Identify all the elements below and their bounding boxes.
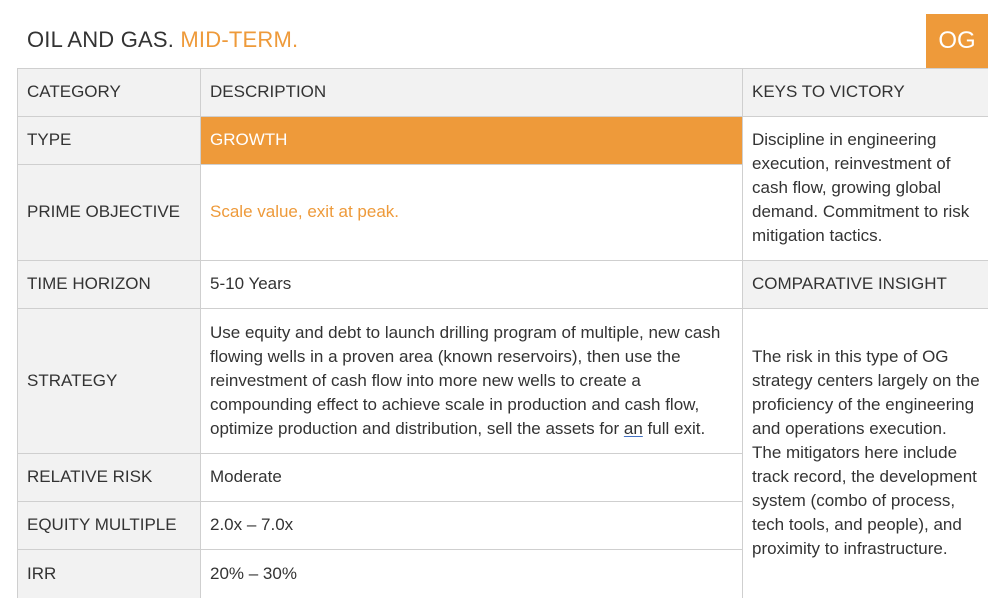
grid-line-row [17,308,988,309]
strategy-table [17,68,988,598]
page-title [27,27,298,53]
grid-line-row [17,501,742,502]
strategy-text-end: full exit. [642,418,706,438]
grid-line-header [17,116,988,117]
grid-line-top [17,68,988,69]
keys-to-victory-text: Discipline in engineering execution, reinvestment of cash flow, growing global demand. Commitment to risk mitigation tactics. [752,130,970,245]
row-value-relative-risk: Moderate [210,467,282,486]
header-comparative-insight: COMPARATIVE INSIGHT [742,260,988,308]
grid-line-col [742,68,743,598]
title-main: OIL AND GAS. [27,27,175,52]
row-label-relative-risk: RELATIVE RISK [17,453,200,501]
row-label-prime-objective: PRIME OBJECTIVE [17,164,200,260]
row-value-irr: 20% – 30% [210,563,297,583]
title-accent: MID-TERM. [180,27,299,52]
row-value-time-horizon: 5-10 Years [210,274,292,293]
strategy-text-underlined: an [623,418,643,438]
row-label-equity-multiple: EQUITY MULTIPLE [17,501,200,549]
header-keys-to-victory: KEYS TO VICTORY [742,68,988,116]
og-badge: OG [926,14,988,68]
row-label-strategy: STRATEGY [17,308,200,453]
row-value-strategy [200,308,742,453]
grid-line-row [17,453,742,454]
row-label-type: TYPE [17,116,200,164]
comparative-insight-text: The risk in this type of OG strategy centers largely on the proficiency of the engineering and operations execution. The mitigators here include track record, the development system (combo of process, tech tools, and people), and proximity to infrastructure. [752,347,980,558]
strategy-text-main: Use equity and debt to launch drilling program of multiple, new cash flowing wells in a proven area (known reservoirs), then use the reinvestment of cash flow into more new wells to create a compounding effect to achieve scale in production and cash flow, optimize production and distribution, sell the assets for [210,322,721,438]
header-description: DESCRIPTION [200,68,742,116]
strategy-text [210,321,734,441]
grid-line-left [17,68,18,598]
row-value-type: GROWTH [200,116,742,164]
grid-line-row [17,260,988,261]
row-value-prime-objective: Scale value, exit at peak. [210,202,400,221]
grid-line-col [200,68,201,598]
row-label-irr: IRR [17,549,200,598]
header-category: CATEGORY [17,68,200,116]
row-label-time-horizon: TIME HORIZON [17,260,200,308]
grid-line-row [17,549,742,550]
row-value-equity-multiple: 2.0x – 7.0x [210,515,294,534]
grid-line-row [17,164,742,165]
